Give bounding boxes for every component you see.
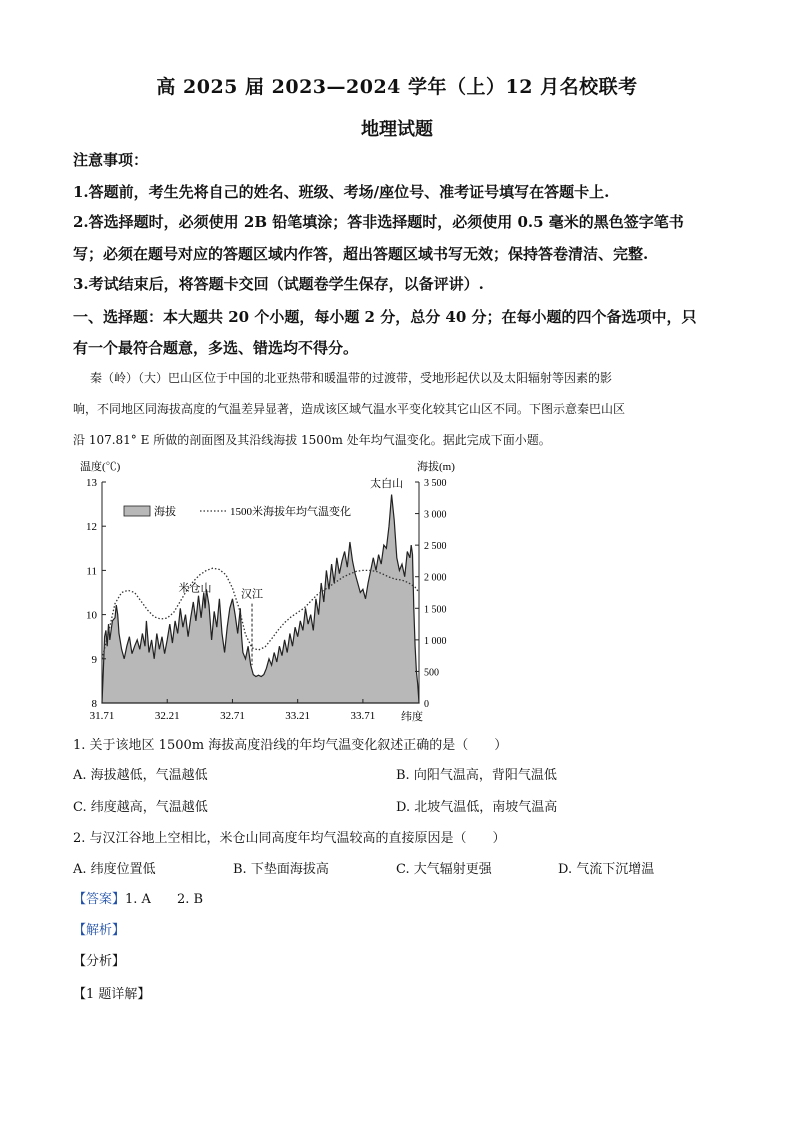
section-heading-cont: 有一个最符合题意，多选、错选均不得分。 [73,339,359,357]
question-2-option-b[interactable]: B. 下垫面海拔高 [233,862,329,877]
passage-line: 响，不同地区同海拔高度的气温差异显著，造成该区域气温水平变化较其它山区不同。下图示意秦巴山区 [73,402,626,416]
right-tick-label: 1 500 [424,604,447,616]
annotation-micangshan: 米仓山 [178,582,212,595]
x-tick-label: 32.71 [220,710,245,722]
right-tick-label: 3 000 [424,509,447,521]
x-tick-label: 31.71 [89,710,115,722]
x-tick-label: 32.21 [154,710,180,722]
notice-item: 2.答选择题时，必须使用 2B 铅笔填涂；答非选择题时，必须使用 0.5 毫米的黑色签字笔书 [73,213,684,231]
notice-item: 1.答题前，考生先将自己的姓名、班级、考场/座位号、准考证号填写在答题卡上. [73,183,610,201]
notice-heading: 注意事项： [73,151,149,169]
question-2-option-a[interactable]: A. 纬度位置低 [73,862,156,877]
right-tick-label: 500 [424,667,439,679]
left-axis-title: 温度(℃) [80,461,121,473]
left-tick-label: 12 [86,521,97,534]
question-1-option-b[interactable]: B. 向阳气温高，背阳气温低 [396,768,557,783]
notice-item: 3.考试结束后，将答题卡交回（试题卷学生保存，以备评讲）. [73,275,484,293]
legend-area-swatch [124,506,150,516]
left-tick-label: 10 [86,609,97,622]
right-tick-label: 0 [424,699,429,710]
question-1-option-d[interactable]: D. 北坡气温低，南坡气温高 [396,800,558,815]
legend-line-label: 1500米海拔年均气温变化 [230,506,351,518]
question-2-option-c[interactable]: C. 大气辐射更强 [396,862,492,877]
right-tick-label: 2 000 [424,572,447,584]
detail-label: 【1 题详解】 [73,987,151,1002]
question-1-option-c[interactable]: C. 纬度越高，气温越低 [73,800,208,815]
x-axis-title: 纬度 [401,711,423,723]
legend-area-label: 海拔 [154,506,176,518]
fenxi-label: 【分析】 [73,954,126,969]
left-tick-label: 8 [91,698,97,710]
notice-item: 写；必须在题号对应的答题区域内作答，超出答题区域书写无效；保持答卷清洁、完整. [73,245,649,263]
exam-subtitle: 地理试题 [361,119,433,140]
annotation-taibaishan: 太白山 [370,478,404,491]
question-2-stem: 2. 与汉江谷地上空相比，米仓山同高度年均气温较高的直接原因是（ ） [73,831,506,846]
answer-line [73,888,203,907]
x-tick-label: 33.71 [350,710,376,722]
passage-line: 沿 107.81° E 所做的剖面图及其沿线海拔 1500m 处年均气温变化。据此完成下面小题。 [73,433,551,447]
answer-label: 【答案】 [73,892,126,907]
left-tick-label: 11 [86,565,97,578]
annotation-hanjiang: 汉江 [241,588,264,601]
right-tick-label: 3 500 [424,478,447,489]
passage-line: 秦（岭）（大）巴山区位于中国的北亚热带和暖温带的过渡带，受地形起伏以及太阳辐射等因素的影 [90,371,613,385]
question-1-option-a[interactable]: A. 海拔越低，气温越低 [73,768,208,783]
x-tick-label: 33.21 [285,710,311,722]
answer-text: 1. A 2. B [125,892,204,907]
right-axis-title: 海拔(m) [417,461,455,473]
section-heading: 一、选择题：本大题共 20 个小题，每小题 2 分，总分 40 分；在每小题的四个备选项中，只 [73,308,697,326]
profile-chart [62,452,472,727]
right-tick-label: 1 000 [424,635,447,647]
exam-title: 高 2025 届 2023—2024 学年（上）12 月名校联考 [156,76,638,98]
left-tick-label: 13 [86,477,97,489]
left-tick-label: 9 [91,653,97,666]
question-2-option-d[interactable]: D. 气流下沉增温 [558,862,655,877]
right-tick-label: 2 500 [424,541,447,553]
question-1-stem: 1. 关于该地区 1500m 海拔高度沿线的年均气温变化叙述正确的是（ ） [73,738,508,753]
analysis-label: 【解析】 [73,923,126,938]
